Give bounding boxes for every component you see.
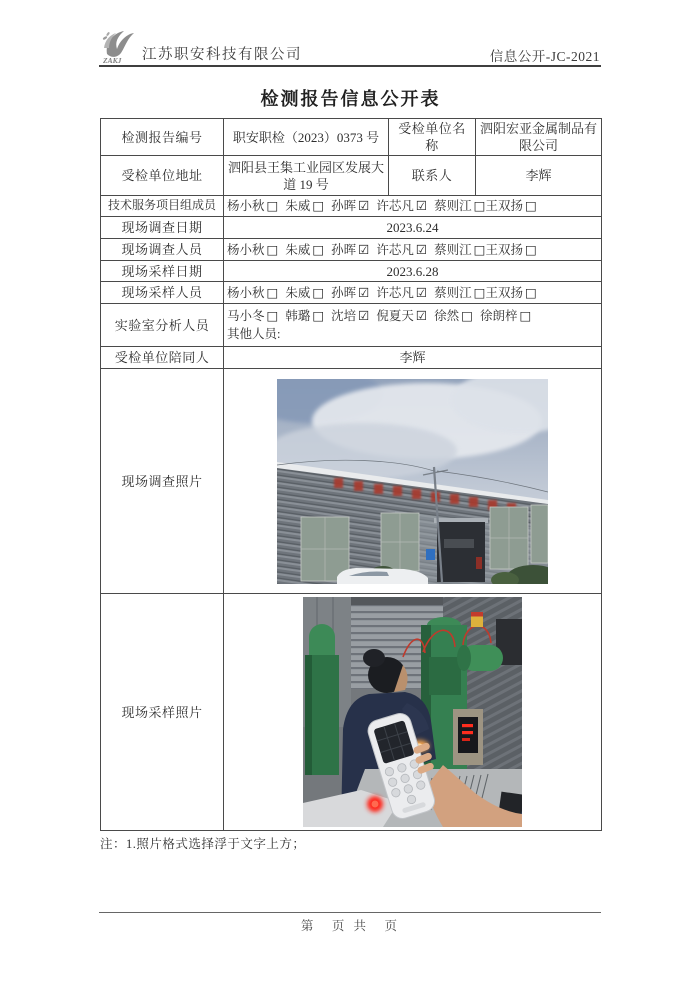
survey-photo [277, 379, 548, 584]
person-checkbox [331, 242, 369, 259]
logo-swoosh-icon [98, 26, 140, 66]
unit-name-value: 泗阳宏亚金属制品有限公司 [476, 119, 602, 156]
checkbox-unchecked-icon: □ [266, 308, 279, 324]
table-row [101, 261, 602, 282]
person-checkbox [485, 285, 536, 302]
table-row [101, 369, 602, 594]
checkbox-unchecked-icon: □ [524, 284, 537, 300]
unit-address-label: 受检单位地址 [101, 156, 224, 196]
doc-code: 信息公开-JC-2021 [489, 49, 600, 64]
person-checkbox [376, 198, 427, 215]
footnote: 注：1.照片格式选择浮于文字上方； [100, 837, 306, 851]
team-members [224, 196, 602, 217]
person-checkbox [376, 285, 427, 302]
person-name: 杨小秋 [227, 242, 265, 257]
person-checkbox [434, 308, 473, 325]
person-name: 杨小秋 [227, 285, 265, 300]
person-checkbox [434, 198, 485, 215]
header-rule [99, 65, 601, 67]
escort-label: 受检单位陪同人 [101, 347, 224, 369]
page-title: 检测报告信息公开表 [260, 89, 441, 109]
checkbox-unchecked-icon: □ [312, 198, 325, 214]
person-checkbox [485, 198, 536, 215]
person-name: 王双扬 [485, 285, 523, 300]
team-label: 技术服务项目组成员 [101, 196, 224, 217]
unit-address-value: 泗阳县王集工业园区发展大道 19 号 [224, 156, 389, 196]
company-logo [98, 26, 140, 66]
checkbox-checked-icon: ☑ [415, 241, 428, 257]
person-checkbox [227, 242, 278, 259]
logo-text: ZAKJ [103, 56, 122, 65]
checkbox-unchecked-icon: □ [473, 284, 486, 300]
survey-date-label: 现场调查日期 [101, 217, 224, 239]
person-checkbox [285, 285, 324, 302]
sampling-staff-members [224, 282, 602, 304]
table-row [101, 347, 602, 369]
contact-label: 联系人 [389, 156, 476, 196]
checkbox-checked-icon: ☑ [415, 198, 428, 214]
sampling-photo [303, 597, 522, 827]
checkbox-checked-icon: ☑ [358, 308, 370, 324]
person-checkbox [285, 198, 324, 215]
checkbox-unchecked-icon: □ [266, 198, 279, 214]
table-row [101, 217, 602, 239]
checkbox-checked-icon: ☑ [358, 198, 370, 214]
checkbox-unchecked-icon: □ [524, 198, 537, 214]
person-name: 杨小秋 [227, 199, 265, 214]
lab-staff-members [227, 308, 598, 325]
table-row [101, 304, 602, 347]
table-row [101, 239, 602, 261]
person-name: 许芯凡 [376, 199, 414, 214]
person-name: 孙晖 [331, 242, 357, 257]
checkbox-unchecked-icon: □ [266, 284, 279, 300]
person-name: 孙晖 [331, 199, 357, 214]
sampling-photo-cell [224, 594, 602, 831]
person-name: 蔡则江 [434, 199, 472, 214]
person-name: 王双扬 [485, 242, 523, 257]
person-checkbox [285, 242, 324, 259]
table-row [101, 594, 602, 831]
person-name: 朱威 [285, 199, 311, 214]
checkbox-unchecked-icon: □ [266, 241, 279, 257]
checkbox-checked-icon: ☑ [358, 241, 370, 257]
person-name: 孙晖 [331, 285, 357, 300]
survey-photo-label: 现场调查照片 [101, 369, 224, 594]
table-row [101, 119, 602, 156]
person-name: 王双扬 [485, 199, 523, 214]
contact-value: 李辉 [476, 156, 602, 196]
person-checkbox [376, 242, 427, 259]
person-checkbox [331, 285, 369, 302]
checkbox-unchecked-icon: □ [312, 241, 325, 257]
company-name: 江苏职安科技有限公司 [142, 47, 302, 63]
checkbox-unchecked-icon: □ [519, 308, 532, 324]
person-checkbox [485, 242, 536, 259]
page-number-text: 第 页 共 页 [300, 919, 401, 933]
person-name: 许芯凡 [376, 242, 414, 257]
checkbox-unchecked-icon: □ [473, 241, 486, 257]
person-name: 徐朗梓 [479, 309, 518, 324]
sampling-staff-label: 现场采样人员 [101, 282, 224, 304]
person-checkbox [331, 198, 369, 215]
checkbox-unchecked-icon: □ [312, 308, 325, 324]
person-name: 徐然 [434, 309, 460, 324]
person-checkbox [434, 285, 485, 302]
survey-staff-members [224, 239, 602, 261]
sampling-date-value: 2023.6.28 [224, 261, 602, 282]
unit-name-label: 受检单位名称 [389, 119, 476, 156]
person-checkbox [434, 242, 485, 259]
survey-date-value: 2023.6.24 [224, 217, 602, 239]
person-name: 朱威 [285, 242, 311, 257]
person-name: 倪夏天 [376, 309, 414, 324]
person-name: 许芯凡 [376, 285, 414, 300]
checkbox-unchecked-icon: □ [312, 284, 325, 300]
table-row [101, 282, 602, 304]
report-no-value: 职安职检（2023）0373 号 [224, 119, 389, 156]
table-row [101, 156, 602, 196]
report-no-label: 检测报告编号 [101, 119, 224, 156]
sampling-date-label: 现场采样日期 [101, 261, 224, 282]
disclosure-form-table [100, 118, 602, 831]
table-row [101, 196, 602, 217]
checkbox-unchecked-icon: □ [524, 241, 537, 257]
person-name: 沈培 [331, 309, 357, 324]
person-checkbox [285, 308, 324, 325]
person-name: 韩璐 [285, 309, 311, 324]
person-name: 朱威 [285, 285, 311, 300]
person-checkbox [227, 198, 278, 215]
checkbox-unchecked-icon: □ [473, 198, 486, 214]
footer-rule [99, 912, 601, 913]
person-checkbox [480, 308, 531, 325]
escort-value: 李辉 [224, 347, 602, 369]
person-checkbox [227, 308, 278, 325]
checkbox-checked-icon: ☑ [358, 284, 370, 300]
checkbox-checked-icon: ☑ [415, 284, 428, 300]
lab-other-label: 其他人员: [227, 326, 281, 341]
survey-photo-cell [224, 369, 602, 594]
person-name: 蔡则江 [434, 242, 472, 257]
lab-staff-cell [224, 304, 602, 347]
person-checkbox [376, 308, 427, 325]
sampling-photo-label: 现场采样照片 [101, 594, 224, 831]
checkbox-unchecked-icon: □ [461, 308, 473, 324]
survey-staff-label: 现场调查人员 [101, 239, 224, 261]
person-checkbox [227, 285, 278, 302]
person-name: 蔡则江 [434, 285, 472, 300]
person-name: 马小冬 [227, 309, 265, 324]
checkbox-checked-icon: ☑ [415, 308, 428, 324]
lab-staff-label: 实验室分析人员 [101, 304, 224, 347]
person-checkbox [331, 308, 369, 325]
